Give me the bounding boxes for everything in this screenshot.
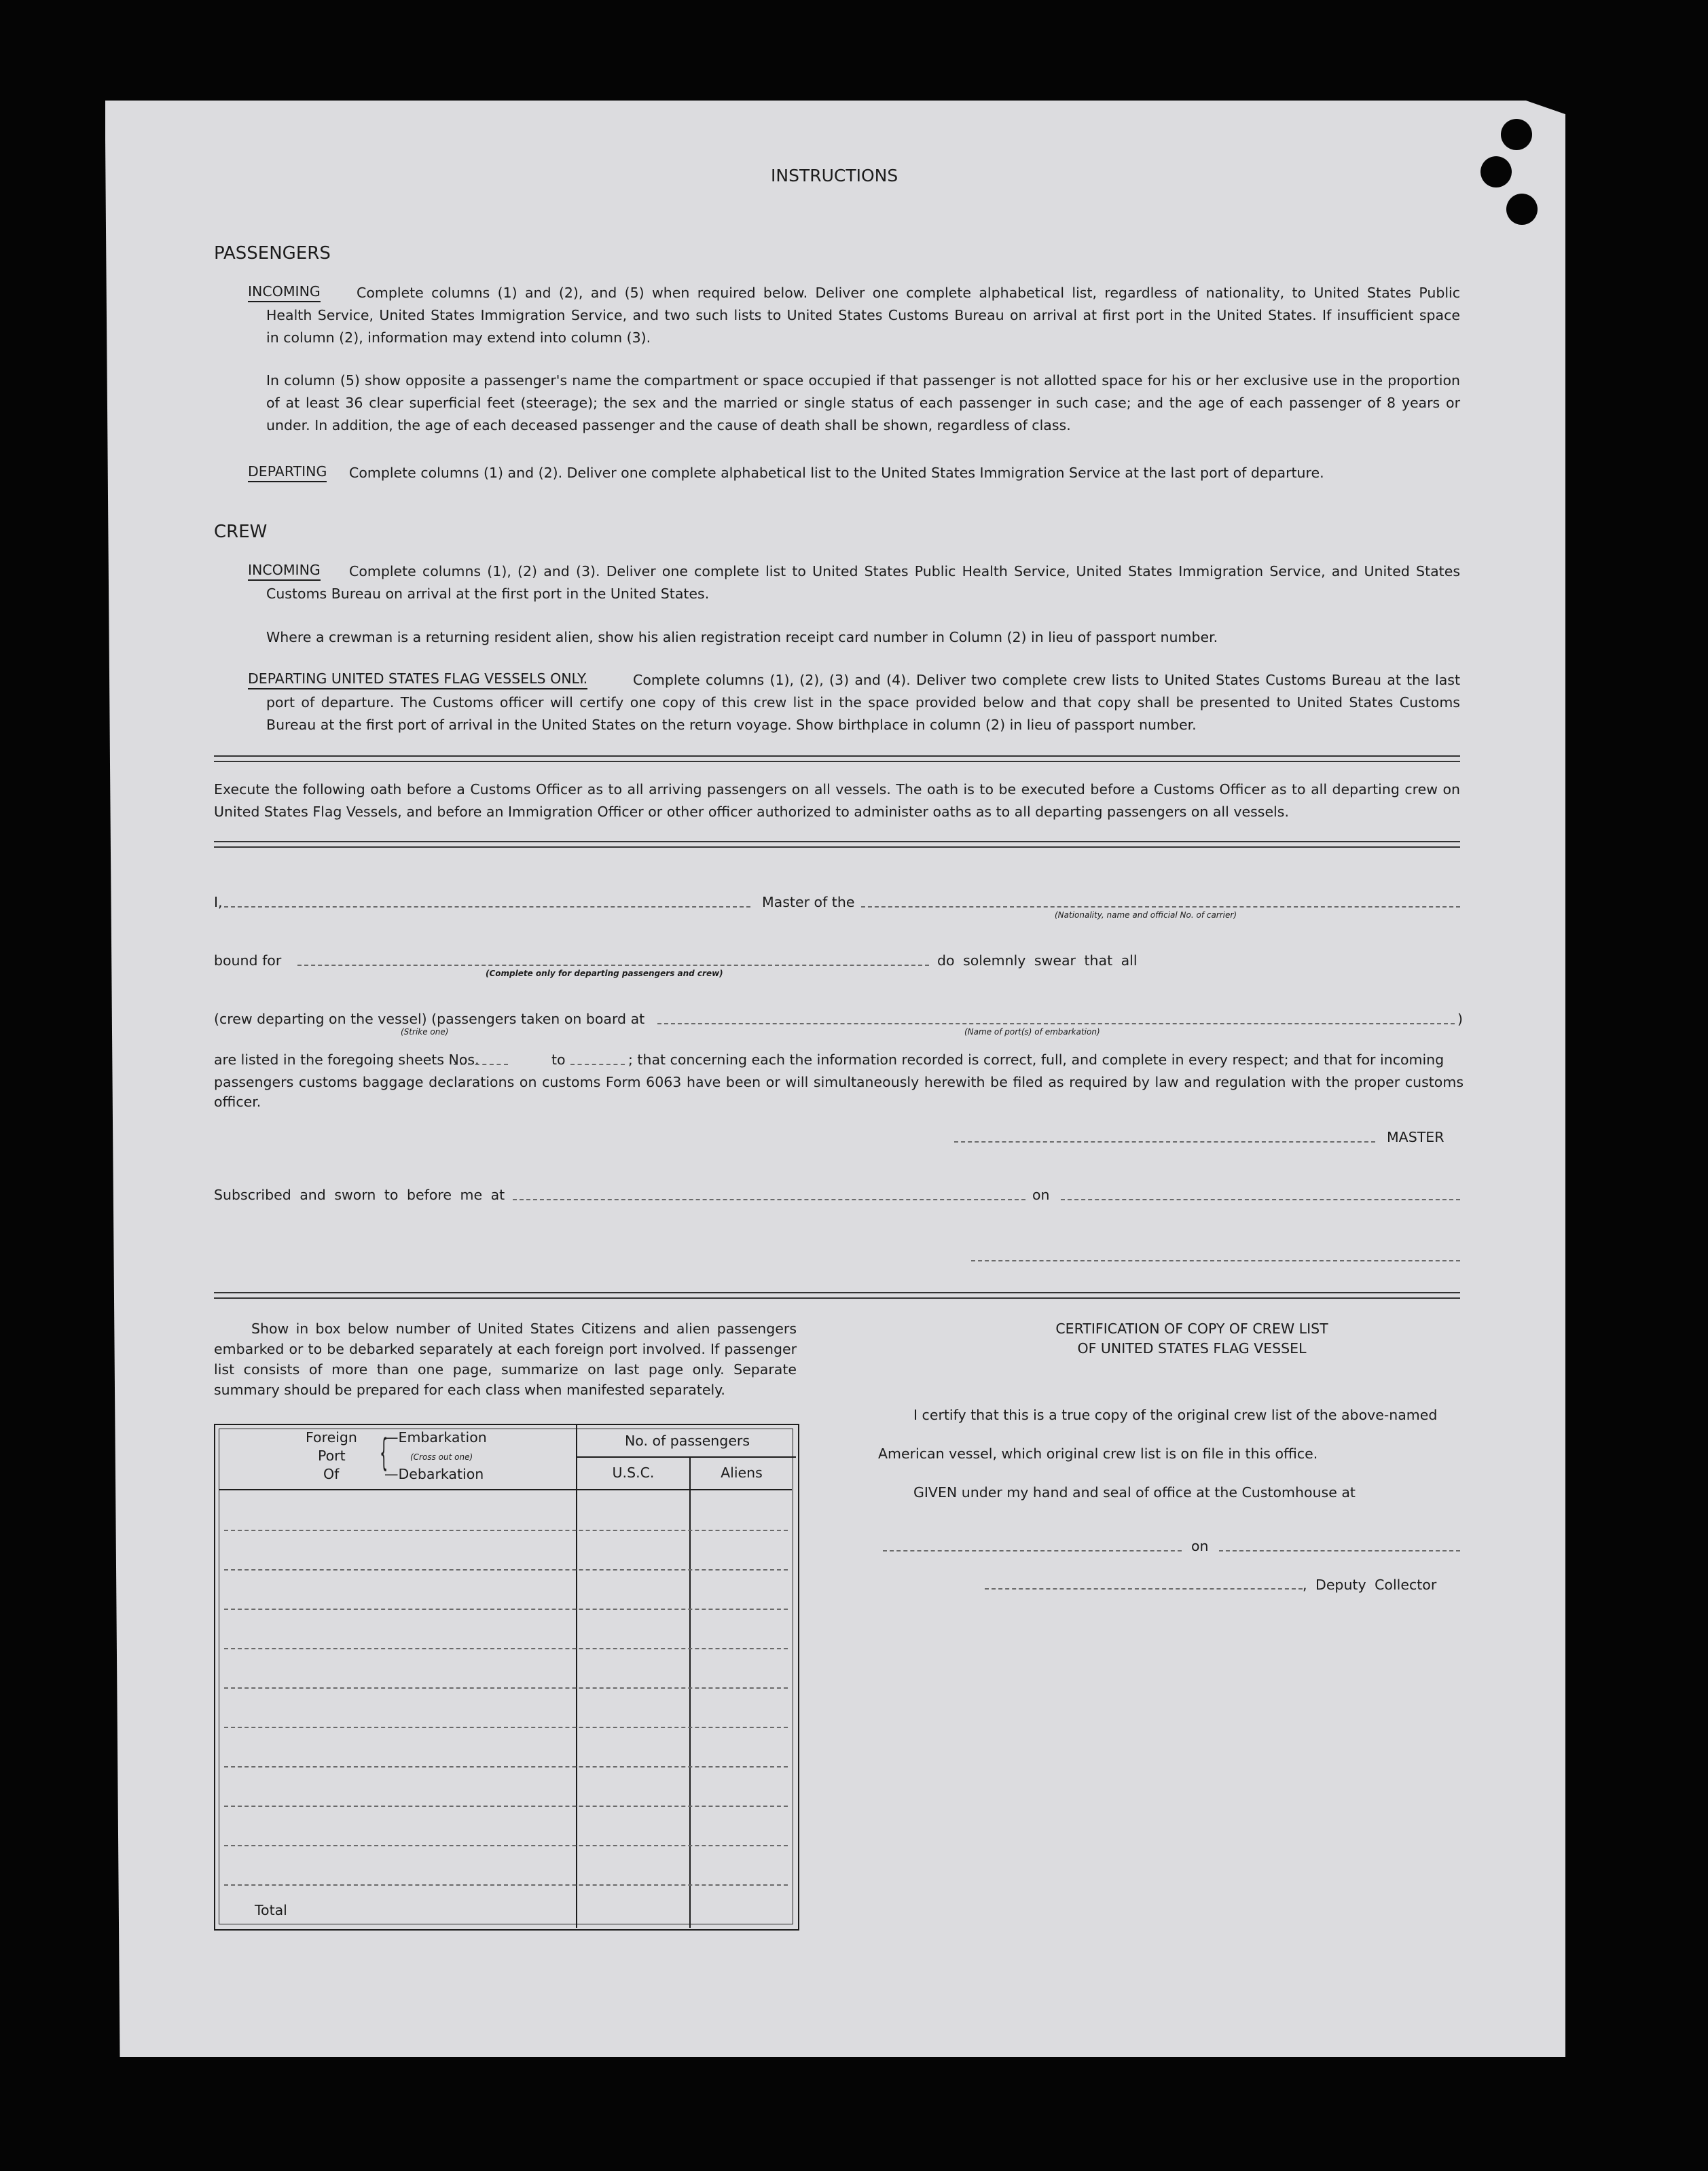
crew-heading: CREW xyxy=(214,522,268,542)
master-of-the-label: Master of the xyxy=(762,894,855,910)
table-row[interactable] xyxy=(224,1884,788,1886)
listed-text-a: are listed in the foregoing sheets Nos. xyxy=(214,1052,479,1068)
punch-hole-icon xyxy=(1506,194,1538,225)
sworn-date-field[interactable] xyxy=(1061,1199,1460,1200)
divider xyxy=(214,755,1460,762)
passengers-incoming-line1: Complete columns (1) and (2), and (5) when required below. Deliver one complete alphabetical list, regardless of nationality, to United States Public xyxy=(357,285,1460,301)
table-divider xyxy=(576,1425,577,1928)
officer-signature-field[interactable] xyxy=(971,1260,1460,1261)
sheet-from-field[interactable] xyxy=(454,1064,508,1065)
bound-for-field[interactable] xyxy=(297,965,929,966)
certify-line2: American vessel, which original crew list is on file in this office. xyxy=(878,1446,1318,1462)
listed-text-line3: officer. xyxy=(214,1094,261,1110)
crew-departing-line2: port of departure. The Customs officer will certify one copy of this crew list in the space provided below and that copy shall be presented to United States Customs xyxy=(266,694,1460,711)
header-aliens: Aliens xyxy=(721,1465,763,1481)
table-row[interactable] xyxy=(224,1530,788,1531)
table-row[interactable] xyxy=(224,1806,788,1807)
listed-text-b: ; that concerning each the information recorded is correct, full, and complete in every respect; and that for incoming xyxy=(628,1052,1444,1068)
divider xyxy=(214,841,1460,848)
deputy-collector-label: , Deputy Collector xyxy=(1303,1577,1437,1593)
header-cross-out: (Cross out one) xyxy=(410,1452,473,1462)
passengers-incoming-label: INCOMING xyxy=(248,282,321,302)
passengers-col5-text: In column (5) show opposite a passenger's name the compartment or space occupied if that passenger is not allotted space for his or her exclusive use in the proportion of at least 36 clear superficial feet (steerage); the sex and the married or single status of each passenger in such case; and the age of each passenger of 8 years or under. In addition, the age of each deceased passenger and the cause of death shall be shown, regardless of class. xyxy=(266,372,1460,433)
table-divider xyxy=(689,1456,691,1928)
carrier-field[interactable] xyxy=(861,906,1460,908)
solemnly-swear-text: do solemnly swear that all xyxy=(937,952,1138,969)
close-paren: ) xyxy=(1457,1011,1463,1027)
header-usc: U.S.C. xyxy=(612,1465,655,1481)
bound-for-label: bound for xyxy=(214,952,282,969)
oath-i-label: I, xyxy=(214,894,223,910)
sworn-place-field[interactable] xyxy=(513,1199,1025,1200)
deputy-collector-signature-field[interactable] xyxy=(985,1588,1303,1590)
certification-title-line2: OF UNITED STATES FLAG VESSEL xyxy=(1077,1340,1307,1357)
table-divider xyxy=(576,1456,796,1458)
crew-incoming-label: INCOMING xyxy=(248,560,321,581)
summary-instructions: Show in box below number of United States Citizens and alien passengers embarked or to be debarked separately at each foreign port involved. If passenger list consists of more than one page, summarize on last page only. Separate summary should be prepared for each class when manifested separately. xyxy=(214,1321,797,1398)
passengers-departing-label: DEPARTING xyxy=(248,462,327,482)
given-text: GIVEN under my hand and seal of office at the Customhouse at xyxy=(913,1484,1356,1501)
crew-departing-text: (crew departing on the vessel) (passengers taken on board at xyxy=(214,1011,645,1027)
crew-departing-line3: Bureau at the first port of arrival in the United States on the return voyage. Show birthplace in column (2) in lieu of passport number. xyxy=(266,717,1197,733)
certification-title-line1: CERTIFICATION OF COPY OF CREW LIST xyxy=(1055,1321,1328,1337)
sworn-on-label: on xyxy=(1032,1187,1050,1203)
total-label: Total xyxy=(255,1902,287,1918)
punch-hole-icon xyxy=(1480,156,1512,187)
passengers-incoming-line2: Health Service, United States Immigration Service, and two such lists to United States Customs Bureau on arrival at first port in the United States. If insufficient space xyxy=(266,307,1460,323)
subscribed-text: Subscribed and sworn to before me at xyxy=(214,1187,505,1203)
passengers-departing-text: Complete columns (1) and (2). Deliver one complete alphabetical list to the United States Immigration Service at the last port of departure. xyxy=(349,465,1324,481)
ports-field[interactable] xyxy=(657,1023,1455,1024)
header-port: Port xyxy=(318,1448,346,1464)
crew-resident-text: Where a crewman is a returning resident alien, show his alien registration receipt card number in Column (2) in lieu of passport number. xyxy=(266,629,1218,645)
divider xyxy=(214,1292,1460,1299)
sheet-to-field[interactable] xyxy=(570,1064,625,1065)
crew-incoming-line2: Customs Bureau on arrival at the first port in the United States. xyxy=(266,586,710,602)
table-row[interactable] xyxy=(224,1687,788,1689)
crew-departing-label: DEPARTING UNITED STATES FLAG VESSELS ONLY. xyxy=(248,669,587,689)
table-row[interactable] xyxy=(224,1727,788,1728)
brace-icon: { xyxy=(380,1431,388,1474)
punch-hole-icon xyxy=(1501,119,1532,150)
passenger-summary-inner xyxy=(219,1429,793,1924)
passengers-incoming-line3: in column (2), information may extend into column (3). xyxy=(266,329,651,346)
master-name-field[interactable] xyxy=(224,906,750,908)
table-row[interactable] xyxy=(224,1609,788,1610)
strike-one-note: (Strike one) xyxy=(401,1027,449,1037)
crew-departing-line1: Complete columns (1), (2), (3) and (4). Deliver two complete crew lists to United States Customs Bureau at the last xyxy=(633,672,1460,688)
header-of: Of xyxy=(323,1466,340,1482)
master-signature-field[interactable] xyxy=(954,1141,1375,1143)
listed-to-label: to xyxy=(551,1052,566,1068)
complete-only-note: (Complete only for departing passengers and crew) xyxy=(486,969,723,978)
passengers-heading: PASSENGERS xyxy=(214,243,331,264)
page-title: INSTRUCTIONS xyxy=(771,166,898,185)
nationality-note: (Nationality, name and official No. of carrier) xyxy=(1055,910,1237,920)
certification-date-field[interactable] xyxy=(1219,1550,1460,1551)
certification-on-label: on xyxy=(1191,1538,1209,1554)
oath-instructions: Execute the following oath before a Customs Officer as to all arriving passengers on all vessels. The oath is to be executed before a Customs Officer as to all departing crew on United States Flag Vessels, and before an Immigration Officer or other officer authorized to administer oaths as to all departing passengers on all vessels. xyxy=(214,781,1460,820)
table-row[interactable] xyxy=(224,1766,788,1768)
master-label: MASTER xyxy=(1387,1129,1444,1145)
crew-incoming-line1: Complete columns (1), (2) and (3). Deliver one complete list to United States Public Health Service, United States Immigration Service, and United States xyxy=(349,563,1460,579)
table-row[interactable] xyxy=(224,1845,788,1846)
certify-line1: I certify that this is a true copy of the original crew list of the above-named xyxy=(913,1407,1438,1423)
header-embarkation: —Embarkation xyxy=(384,1429,487,1446)
table-row[interactable] xyxy=(224,1569,788,1571)
header-foreign: Foreign xyxy=(306,1429,357,1446)
table-divider xyxy=(219,1489,792,1490)
header-debarkation: —Debarkation xyxy=(384,1466,484,1482)
ports-note: (Name of port(s) of embarkation) xyxy=(964,1027,1100,1037)
header-no-passengers: No. of passengers xyxy=(624,1433,750,1449)
table-row[interactable] xyxy=(224,1648,788,1649)
customhouse-field[interactable] xyxy=(883,1550,1182,1551)
listed-text-line2: passengers customs baggage declarations on customs Form 6063 have been or will simultaneously herewith be filed as required by law and regulation with the proper customs xyxy=(214,1074,1464,1090)
